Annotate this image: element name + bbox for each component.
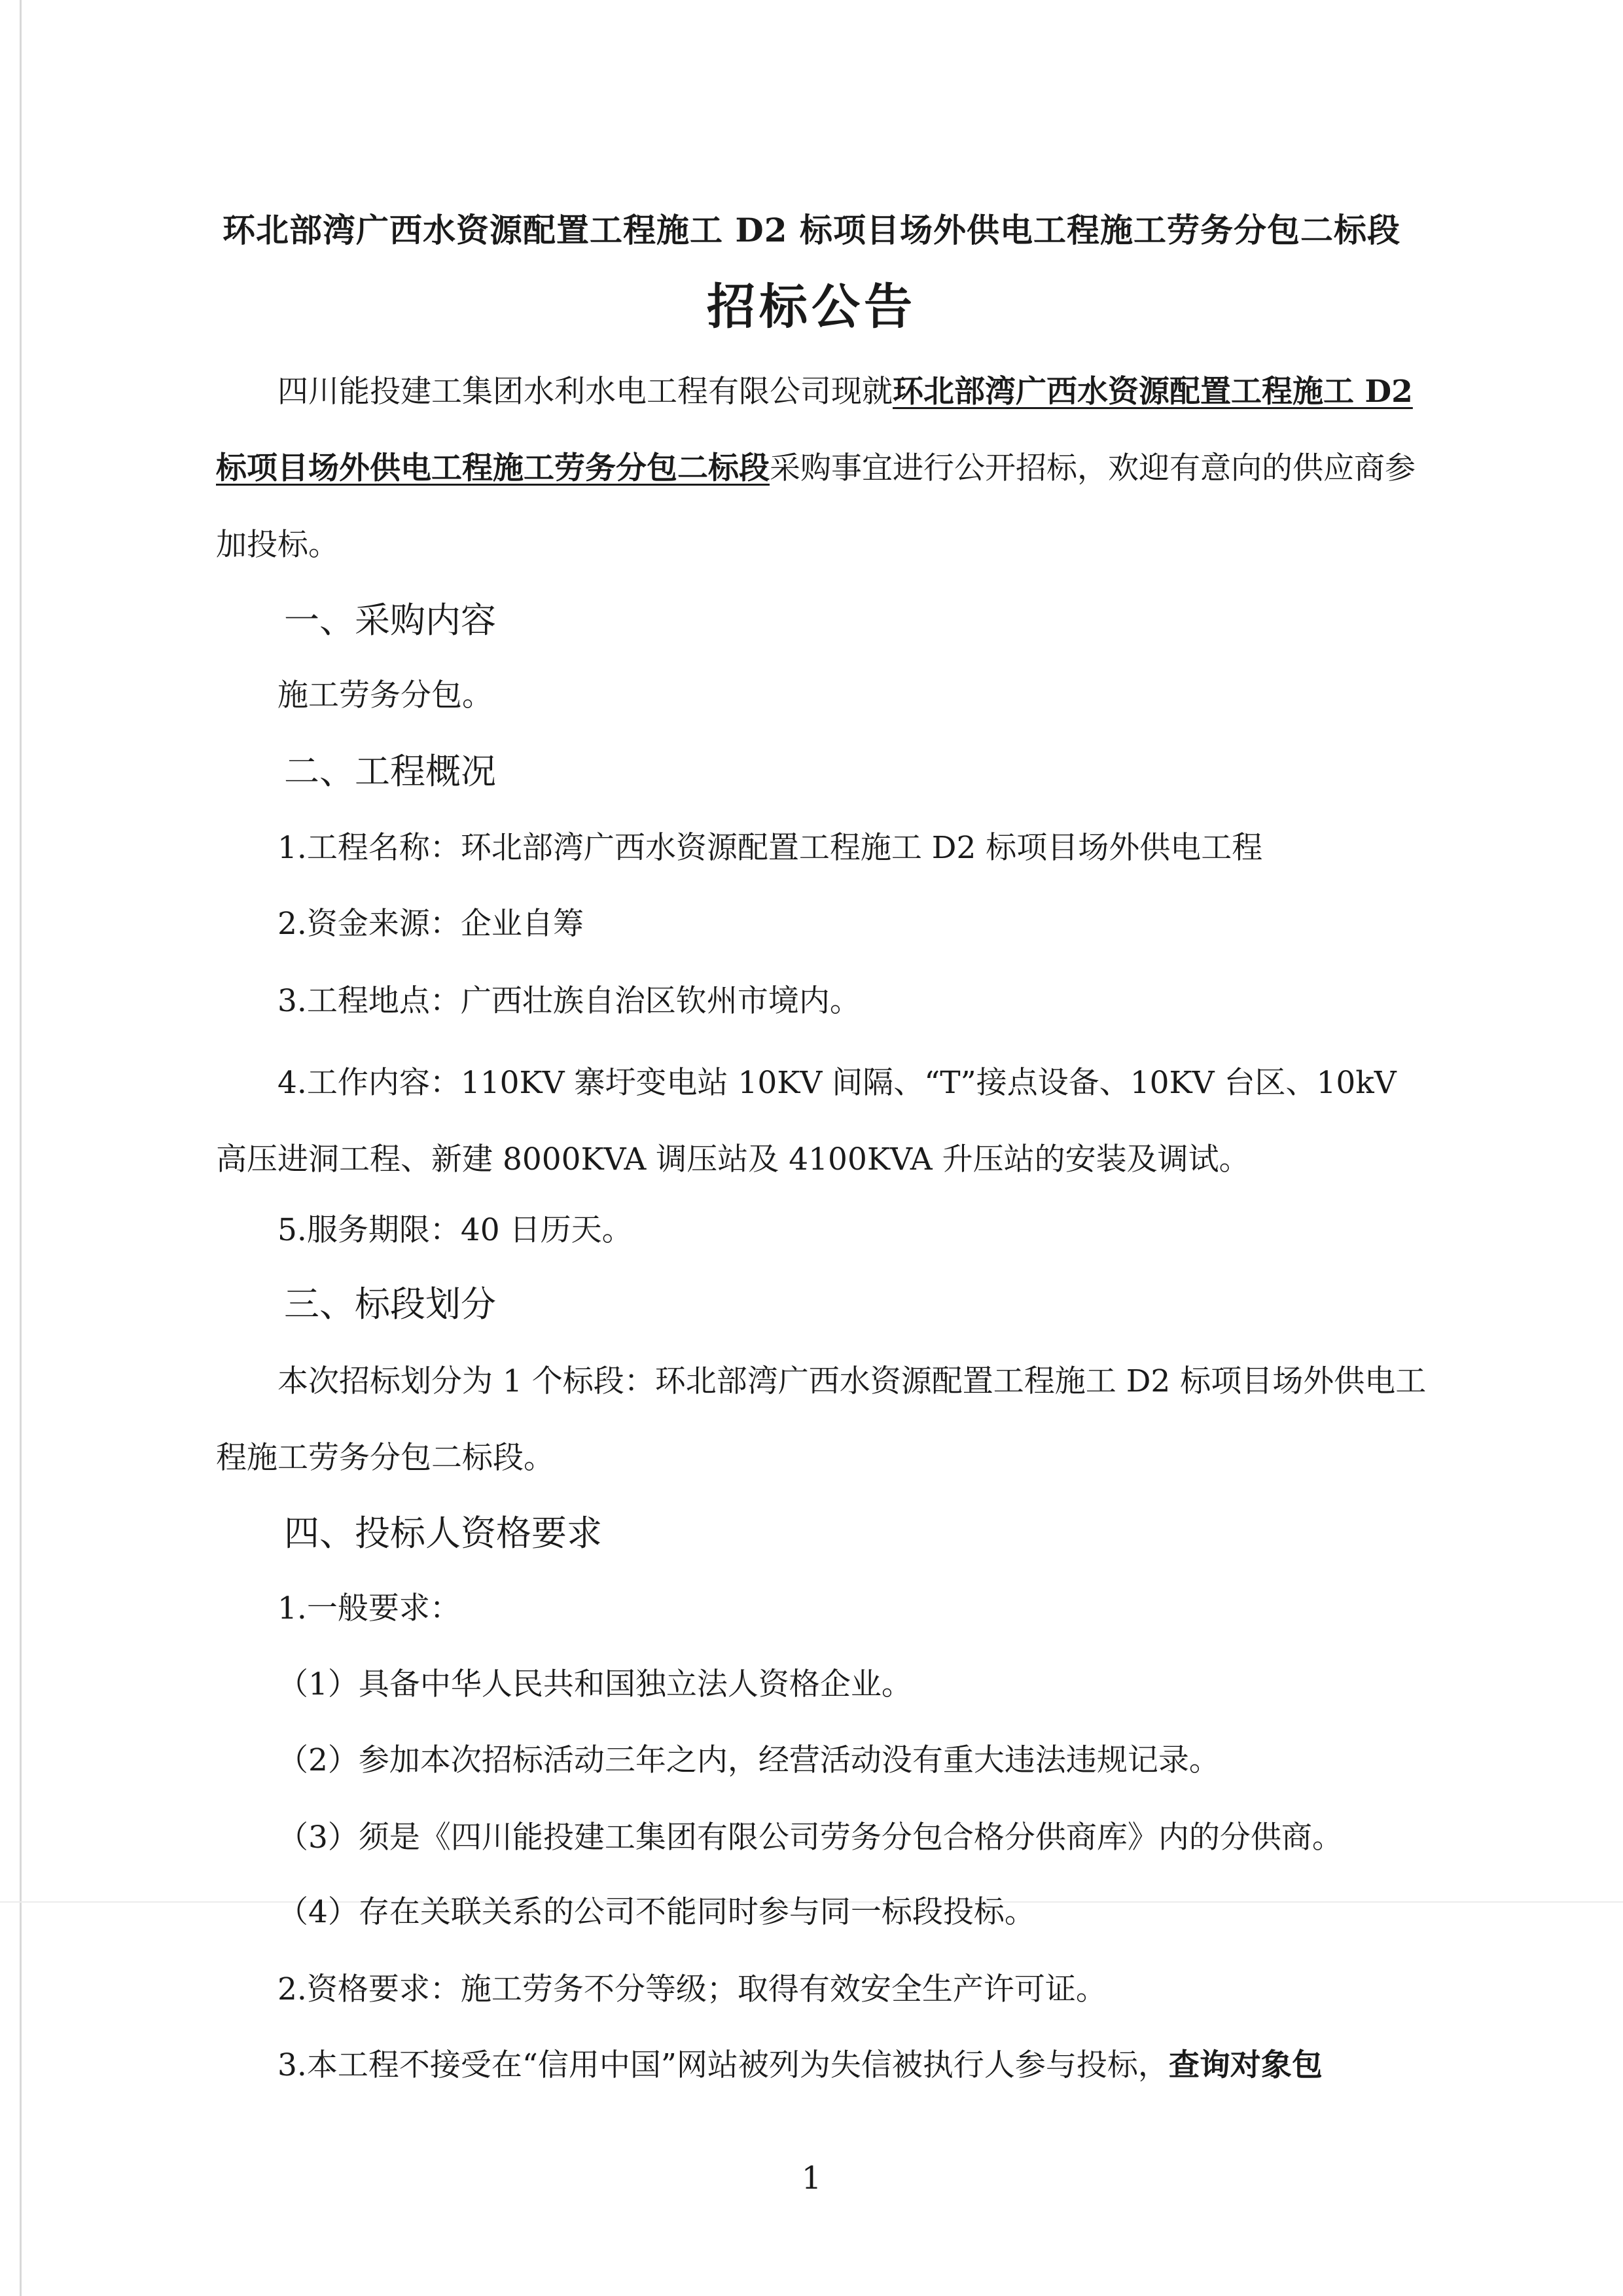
overview-item-project-name: 1.工程名称：环北部湾广西水资源配置工程施工 D2 标项目场外供电工程 — [277, 830, 1263, 866]
procurement-content: 施工劳务分包。 — [277, 677, 493, 713]
intro-prefix: 四川能投建工集团水利水电工程有限公司现就 — [277, 374, 893, 410]
overview-item-funding: 2.资金来源：企业自筹 — [277, 906, 584, 942]
intro-suffix: 采购事宜进行公开招标，欢迎有意向的供应商参加投标。 — [216, 450, 1416, 563]
qualification-grade: 2.资格要求：施工劳务不分等级；取得有效安全生产许可证。 — [277, 1971, 1107, 2007]
overview-item-location: 3.工程地点：广西壮族自治区钦州市境内。 — [277, 983, 861, 1019]
section-heading-overview: 二、工程概况 — [284, 751, 496, 792]
lots-description: 本次招标划分为 1 个标段：环北部湾广西水资源配置工程施工 D2 标项目场外供电工程施工劳务分包二标段。 — [216, 1363, 1427, 1476]
document-subtitle: 环北部湾广西水资源配置工程施工 D2 标项目场外供电工程施工劳务分包二标段 — [223, 211, 1400, 249]
document-title: 招标公告 — [707, 279, 916, 335]
overview-item-service-period: 5.服务期限：40 日历天。 — [277, 1212, 633, 1248]
qualification-req-4: （4）存在关联关系的公司不能同时参与同一标段投标。 — [277, 1894, 1035, 1930]
scan-page-edge — [20, 0, 22, 2296]
intro-paragraph — [216, 353, 1427, 583]
credit-text-bold: 查询对象包 — [1168, 2047, 1323, 2083]
section-heading-qualifications: 四、投标人资格要求 — [284, 1513, 602, 1554]
qualification-credit — [277, 2041, 1323, 2085]
qualification-general: 1.一般要求： — [277, 1590, 461, 1626]
qualification-req-1: （1）具备中华人民共和国独立法人资格企业。 — [277, 1666, 912, 1702]
credit-text: 3.本工程不接受在“信用中国”网站被列为失信被执行人参与投标， — [277, 2047, 1169, 2083]
qualification-req-3: （3）须是《四川能投建工集团有限公司劳务分包合格分供商库》内的分供商。 — [277, 1820, 1343, 1856]
intro-project-name: 环北部湾广西水资源配置工程施工 D2 标项目场外供电工程施工劳务分包二标段 — [216, 374, 1413, 486]
overview-item-work-content: 4.工作内容：110KV 寨圩变电站 10KV 间隔、“T”接点设备、10KV 台区、10kV 高压进洞工程、新建 8000KVA 调压站及 4100KVA 升压站的安装及调试。 — [216, 1065, 1397, 1177]
page-number: 1 — [801, 2160, 822, 2197]
section-heading-procurement: 一、采购内容 — [284, 600, 496, 641]
qualification-req-2: （2）参加本次招标活动三年之内，经营活动没有重大违法违规记录。 — [277, 1742, 1220, 1778]
section-heading-lots: 三、标段划分 — [284, 1283, 496, 1325]
